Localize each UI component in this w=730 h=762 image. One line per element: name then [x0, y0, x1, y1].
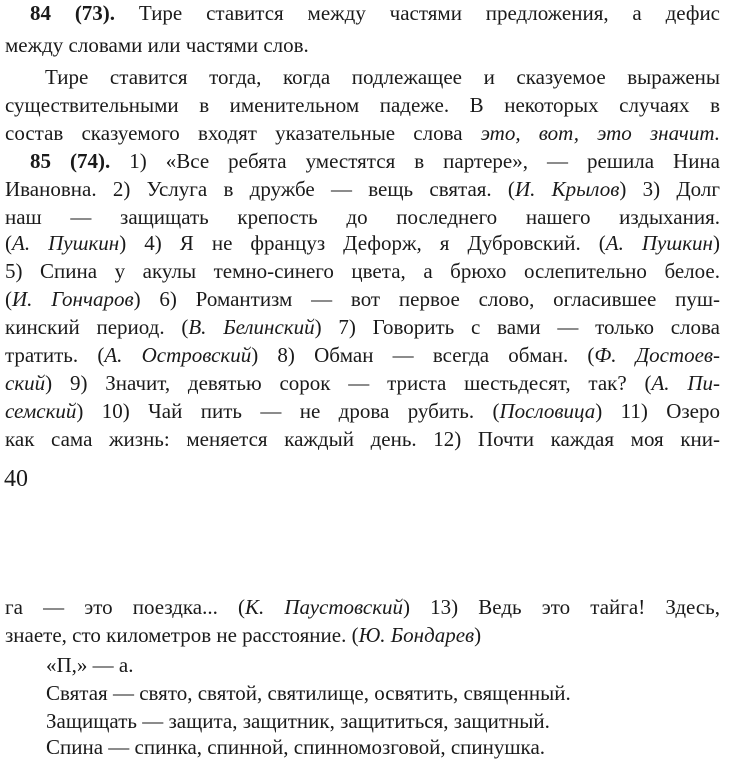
ex85-author: А. Пушкин [605, 231, 713, 255]
ex85-text: кинский период. ( [5, 315, 189, 339]
p2-text: «П,» — а. [46, 653, 134, 677]
ex85-author: Пословица [499, 399, 596, 423]
ex85-text: ) 6) Романтизм — вот первое слово, огласившее пуш- [133, 287, 721, 311]
ex85-author: В. Белинский [188, 315, 315, 339]
ex85-text: 1) «Все ребята уместятся в партере», — решила Нина [129, 149, 721, 173]
ex85-text: ( [5, 287, 12, 311]
ex85-line-2 [5, 176, 720, 202]
ex84-text: Тире ставится тогда, когда подлежащее и сказуемое выражены [45, 65, 720, 89]
ex85-author: А. Островский [104, 343, 252, 367]
ex84-line-2 [5, 32, 309, 58]
ex85-text: как сама жизнь: меняется каждый день. 12) Почти каждая моя кни- [5, 427, 720, 451]
ex84-text: между словами или частями слов. [5, 33, 309, 57]
ex85-text: ) 9) Значит, девятью сорок — триста шестьдесят, так? ( [45, 371, 652, 395]
p2-author: К. Паустовский [245, 595, 404, 619]
ex85-author: Ф. Достоев- [594, 343, 721, 367]
p2-line-1 [5, 594, 720, 620]
ex85-line-9 [5, 370, 720, 396]
ex84-line-5 [5, 120, 720, 146]
ex84-italic-words: это, вот, это значит. [480, 121, 720, 145]
ex85-line-11 [5, 426, 720, 452]
ex85-text: ) 11) Озеро [595, 399, 720, 423]
p2-text: ) [474, 623, 482, 647]
ex84-line-3 [45, 64, 720, 90]
ex84-number: 84 (73). [30, 1, 116, 25]
ex85-line-6 [5, 286, 720, 312]
p2-text: Защищать — защита, защитник, защититься, защитный. [46, 709, 550, 733]
ex84-line-4 [5, 92, 720, 118]
ex85-line-8 [5, 342, 720, 368]
ex85-text: ) 4) Я не француз Дефорж, я Дубровский. ( [119, 231, 606, 255]
ex85-text: 5) Спина у акулы темно-синего цвета, а брюхо ослепительно белое. [5, 259, 720, 283]
p2-text: Святая — свято, святой, святилище, освятить, священный. [46, 681, 571, 705]
ex85-author: И. Крылов [514, 177, 620, 201]
ex85-text: тратить. ( [5, 343, 105, 367]
p2-text: Спина — спинка, спинной, спинномозговой, спинушка. [46, 735, 546, 759]
ex85-author: А. Пушкин [12, 231, 120, 255]
ex85-text: Ивановна. 2) Услуга в дружбе — вещь святая. ( [5, 177, 515, 201]
p2-line-4 [46, 680, 571, 706]
ex85-author: И. Гончаров [12, 287, 134, 311]
ex85-author: А. Пи- [651, 371, 720, 395]
p2-line-6 [46, 734, 545, 760]
ex85-line-3 [5, 204, 720, 230]
ex84-line-1 [30, 0, 720, 26]
page-number: 40 [4, 466, 28, 492]
ex85-number: 85 (74). [30, 149, 111, 173]
ex85-line-5 [5, 258, 720, 284]
ex85-text: ) 3) Долг [619, 177, 720, 201]
ex84-text: состав сказуемого входят указательные слова [5, 121, 481, 145]
ex84-text: существительными в именительном падеже. В некоторых случаях в [5, 93, 720, 117]
ex85-text: ) 7) Говорить с вами — только слова [314, 315, 720, 339]
ex85-line-4 [5, 230, 720, 256]
p2-text: знаете, сто километров не расстояние. ( [5, 623, 359, 647]
ex85-author: семский [5, 399, 77, 423]
ex85-text: ( [5, 231, 12, 255]
ex85-text: ) 10) Чай пить — не дрова рубить. ( [76, 399, 500, 423]
ex85-line-1 [30, 148, 720, 174]
ex85-line-10 [5, 398, 720, 424]
ex85-text: ) [712, 231, 720, 255]
ex85-text: наш — защищать крепость до последнего нашего издыхания. [5, 205, 720, 229]
p2-line-3 [46, 652, 134, 678]
ex85-line-7 [5, 314, 720, 340]
ex85-text: ) 8) Обман — всегда обман. ( [251, 343, 595, 367]
p2-line-2 [5, 622, 481, 648]
ex84-text: Тире ставится между частями предложения, а дефис [138, 1, 720, 25]
p2-line-5 [46, 708, 550, 734]
p2-text: ) 13) Ведь это тайга! Здесь, [403, 595, 721, 619]
p2-author: Ю. Бондарев [358, 623, 475, 647]
ex85-author: ский [5, 371, 46, 395]
p2-text: га — это поездка... ( [5, 595, 246, 619]
